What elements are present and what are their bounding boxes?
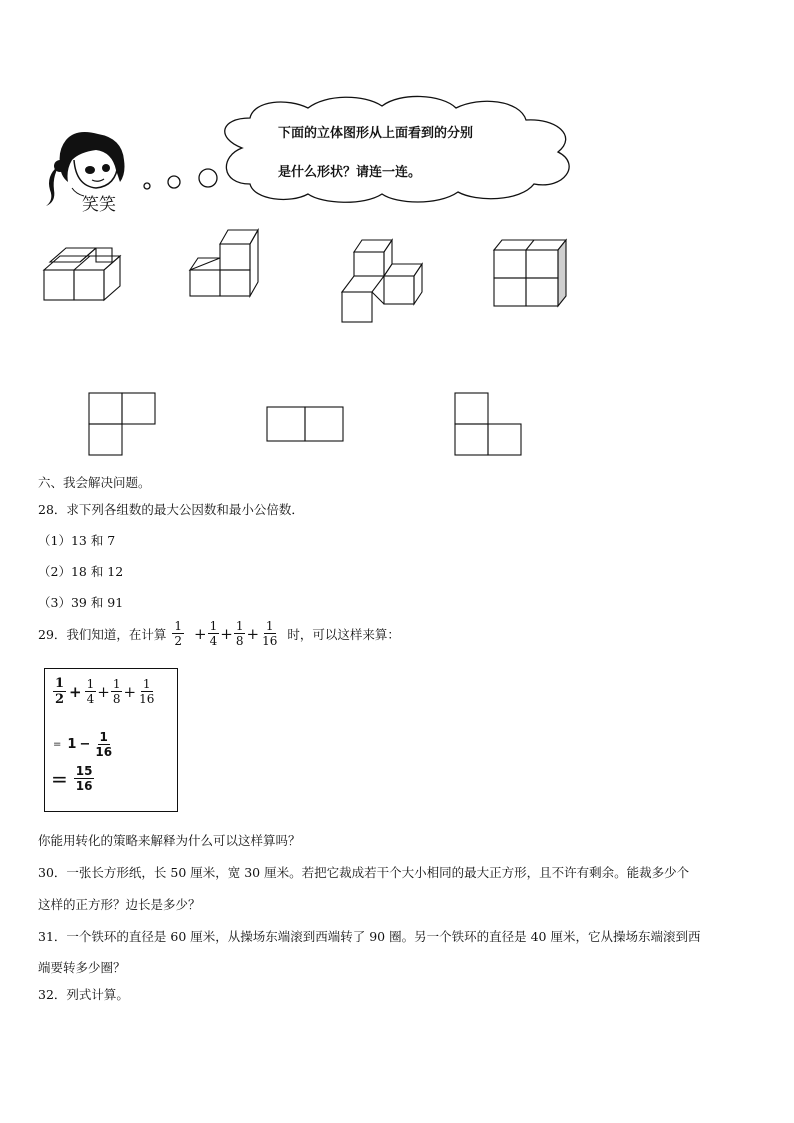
box-line-1: $\frac{1}{2}$ + $\frac{1}{4}$ + $\frac{1}{8}$ + $\frac{1}{16}$	[55, 676, 155, 707]
q29-solution-box	[44, 668, 178, 812]
fraction: $\frac{1}{4}$	[86, 677, 95, 706]
q28-item-2: （2）18 和 12	[38, 564, 124, 579]
q29-suffix: 时，可以这样来算：	[287, 626, 400, 642]
plan-view-2	[264, 404, 348, 444]
cube-figure-1	[40, 244, 124, 302]
cube-figure-3	[336, 236, 432, 326]
section-six-title: 六、我会解决问题。	[38, 475, 151, 490]
fraction: $\frac{1}{8}$	[235, 619, 244, 648]
box-line-2: = 1 − $\frac{1}{16}$	[53, 730, 113, 759]
mascot-caption: 笑笑	[82, 195, 116, 215]
q30-line-1: 30．一张长方形纸，长 50 厘米，宽 30 厘米。若把它裁成若干个大小相同的最大正方形，且不许有剩余。能裁多少个	[38, 865, 690, 880]
bubble-line-1: 下面的立体图形从上面看到的分别	[278, 126, 474, 141]
q29-followup: 你能用转化的策略来解释为什么可以这样算吗？	[38, 833, 301, 848]
q31-line-2: 端要转多少圈？	[38, 960, 126, 975]
thought-cloud	[138, 90, 588, 210]
q28-text: 28．求下列各组数的最大公因数和最小公倍数．	[38, 502, 304, 517]
cube-figure-4	[490, 236, 572, 310]
fraction: $\frac{15}{16}$	[75, 764, 93, 793]
cube-figure-2	[186, 226, 266, 302]
q31-line-1: 31．一个铁环的直径是 60 厘米，从操场东端滚到西端转了 90 圈。另一个铁环的直径是 40 厘米，它从操场东端滚到西	[38, 929, 701, 944]
fraction: $\frac{1}{16}$	[139, 677, 155, 706]
fraction: $\frac{1}{8}$	[112, 677, 121, 706]
q30-line-2: 这样的正方形？边长是多少？	[38, 897, 201, 912]
q29-prefix: 29．我们知道，在计算	[38, 626, 167, 642]
box-line-3: = $\frac{15}{16}$	[51, 764, 93, 793]
q28-item-3: （3）39 和 91	[38, 595, 124, 610]
q28-item-1: （1）13 和 7	[38, 533, 116, 548]
fraction: $\frac{1}{2}$	[55, 676, 65, 707]
fraction: $\frac{1}{2}$	[174, 619, 183, 648]
q29-line: 29．我们知道，在计算 $\frac{1}{2}$ + $\frac{1}{4}$ + $\frac{1}{8}$ + $\frac{1}{16}$ 时，可以这样来算：	[38, 619, 400, 648]
fraction: $\frac{1}{4}$	[209, 619, 218, 648]
plan-view-1	[86, 390, 160, 458]
q32-text: 32．列式计算。	[38, 987, 129, 1002]
plan-view-3	[452, 390, 526, 458]
fraction: $\frac{1}{16}$	[95, 730, 113, 759]
fraction: $\frac{1}{16}$	[262, 619, 278, 648]
bubble-line-2: 是什么形状？请连一连。	[278, 165, 422, 180]
